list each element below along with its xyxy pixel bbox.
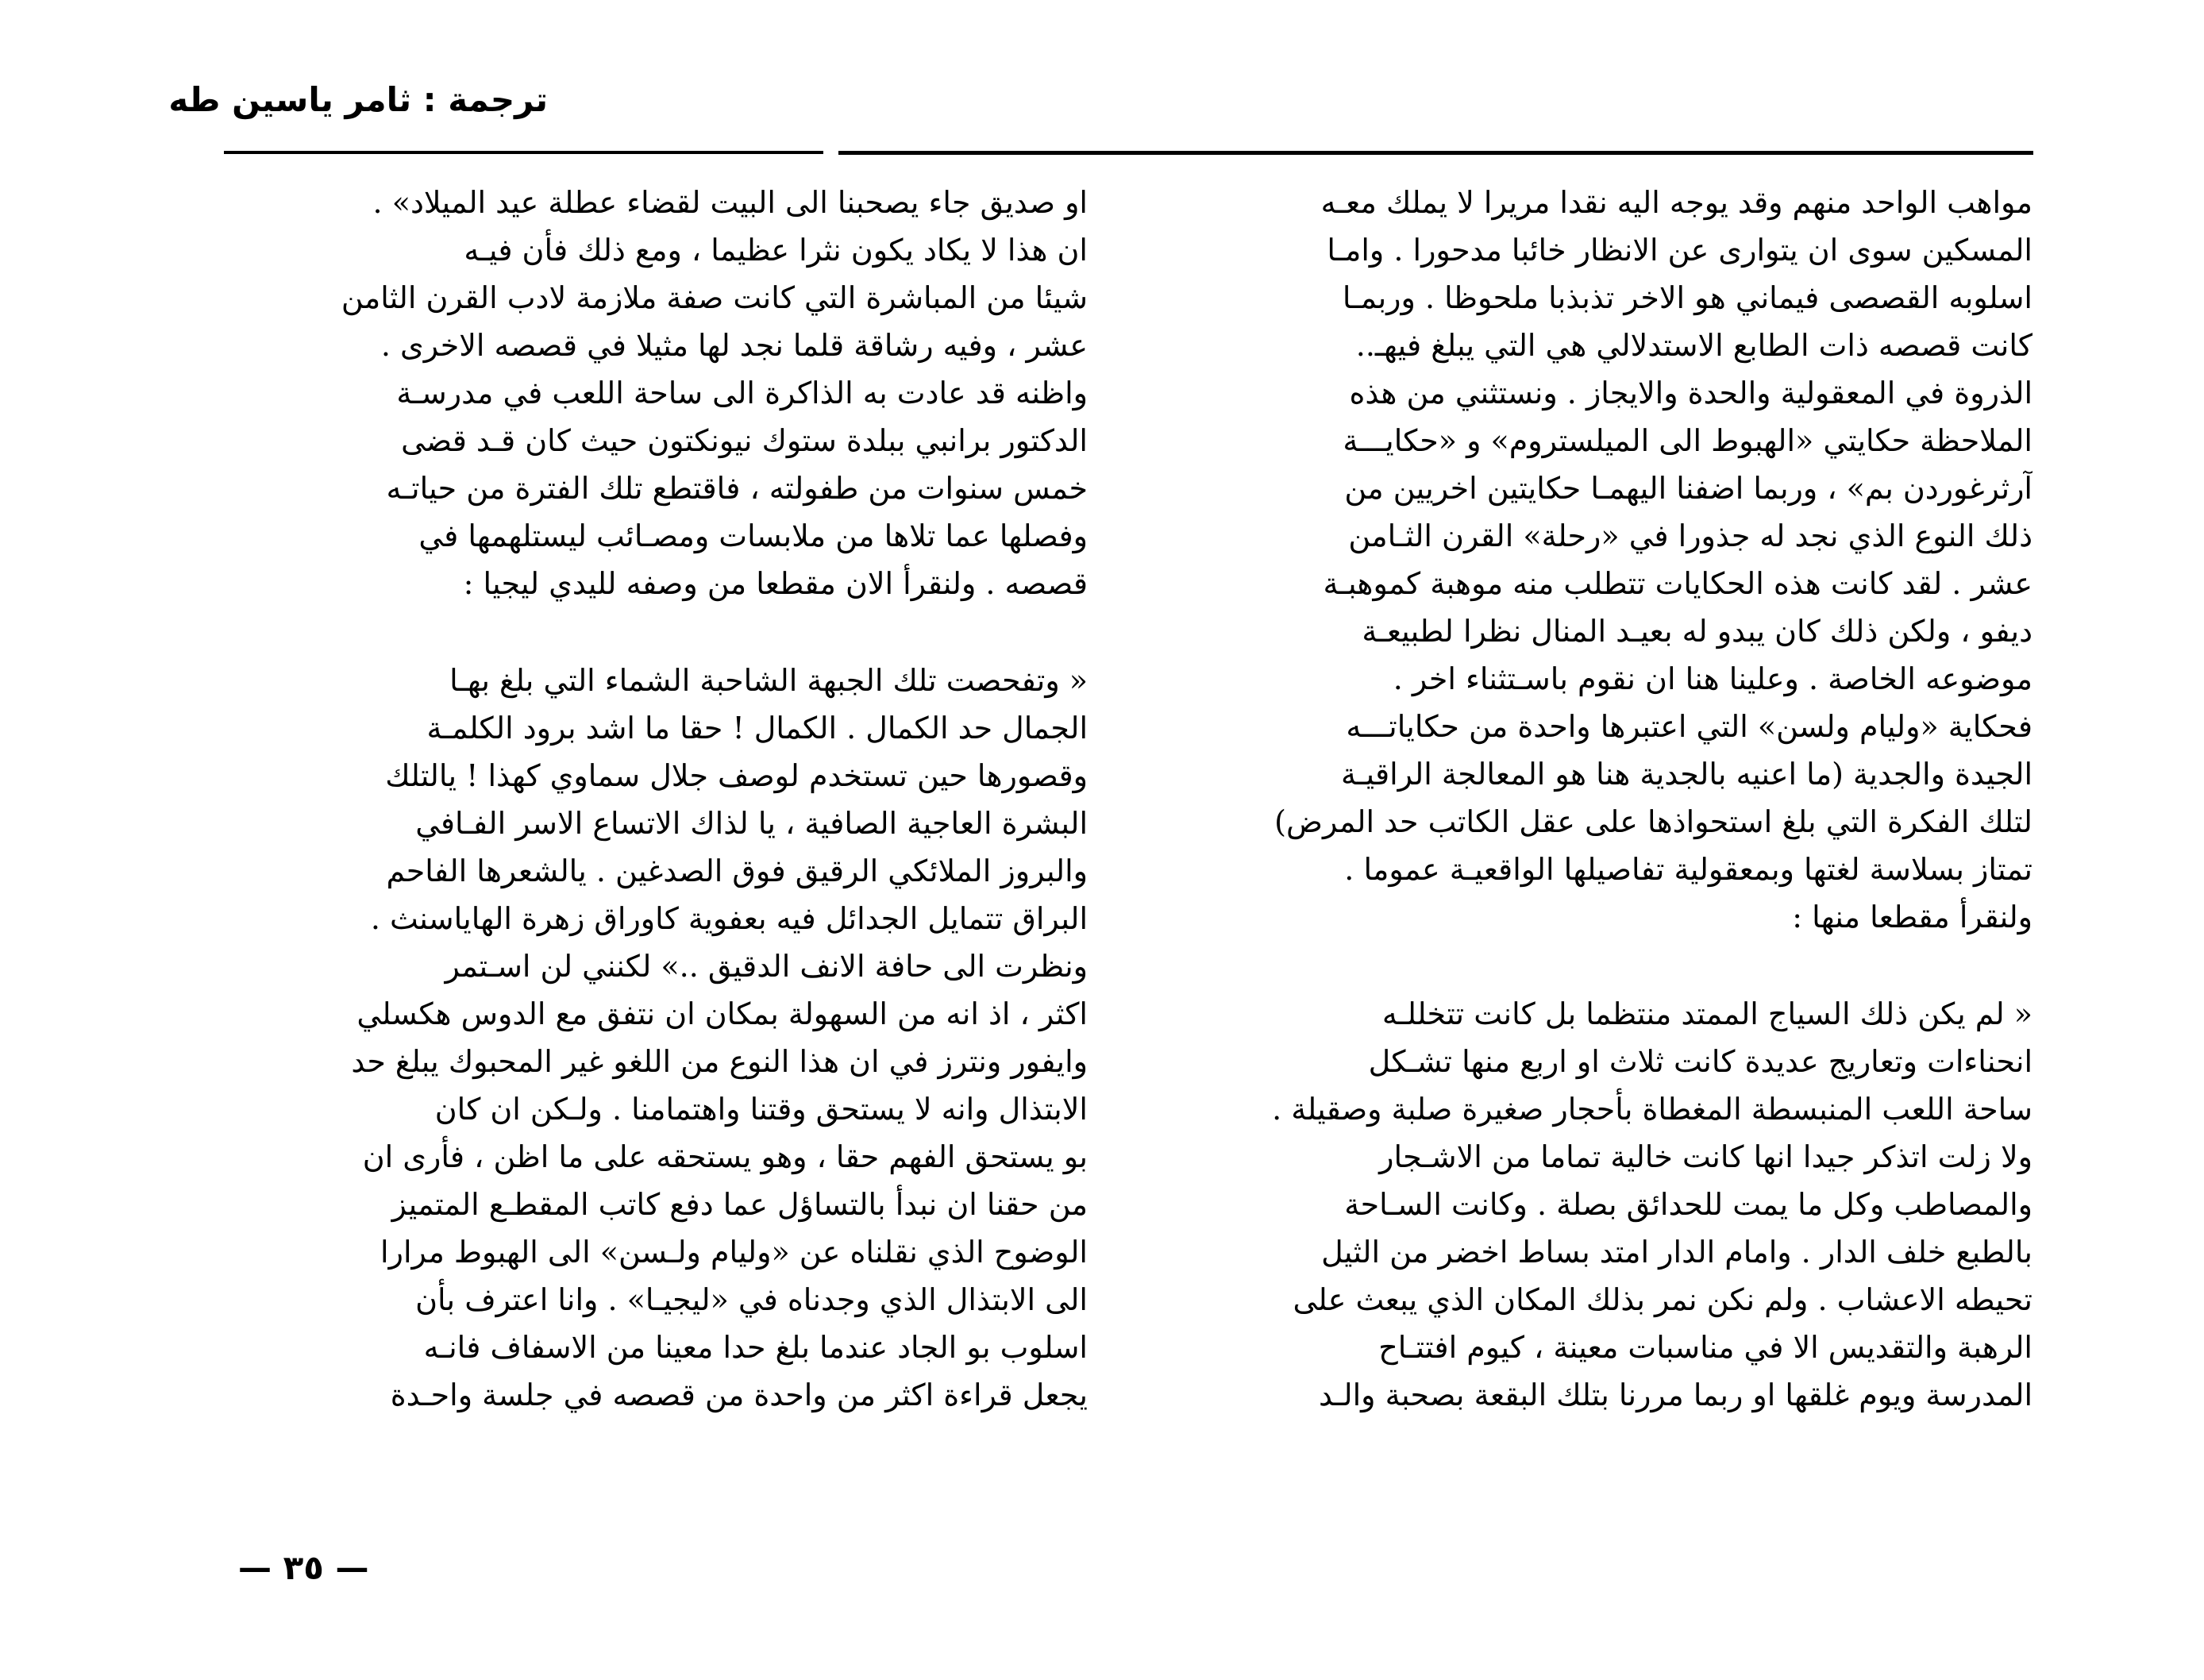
text-line: خمس سنوات من طفولته ، فاقتطع تلك الفترة من حياتـه — [386, 471, 1088, 506]
text-line: بالطبع خلف الدار . وامام الدار امتد بساط اخضر من الثيل — [1321, 1235, 2033, 1270]
text-line: ونظرت الى حافة الانف الدقيق ..» لكنني لن اسـتمر — [445, 949, 1088, 984]
text-line: ديفو ، ولكن ذلك كان يبدو له بعيـد المنال نظرا لطبيعـة — [1362, 614, 2033, 649]
text-line: ذلك النوع الذي نجد له جذورا في «رحلة» القرن الثـامن — [1348, 518, 2033, 553]
text-line: ان هذا لا يكاد يكون نثرا عظيما ، ومع ذلك فأن فيـه — [464, 233, 1088, 268]
text-line: الرهبة والتقديس الا في مناسبات معينة ، كيوم افتتـاح — [1378, 1330, 2033, 1365]
text-line: بو يستحق الفهم حقا ، وهو يستحقه على ما اظن ، فأرى ان — [362, 1139, 1088, 1174]
text-line: ساحة اللعب المنبسطة المغطاة بأحجار صغيرة صلبة وصقيلة . — [1272, 1092, 2033, 1127]
page-number: — ٣٥ — — [238, 1548, 369, 1587]
text-line: « وتفحصت تلك الجبهة الشاحبة الشماء التي بلغ بهـا — [449, 663, 1088, 698]
text-line: وفصلها عما تلاها من ملابسات ومصـائب ليستلهمها في — [418, 518, 1088, 553]
text-line: عشر ، وفيه رشاقة قلما نجد لها مثيلا في قصصه الاخرى . — [380, 328, 1088, 363]
text-line: الجمال حد الكمال . الكمال ! حقا ما اشد برود الكلمـة — [426, 711, 1088, 746]
text-line: والمصاطب وكل ما يمت للحدائق بصلة . وكانت السـاحة — [1344, 1187, 2033, 1222]
paragraph-gap — [222, 607, 1088, 657]
text-line: لتلك الفكرة التي بلغ استحواذها على عقل الكاتب حد المرض) — [1274, 804, 2033, 839]
text-line: الوضوح الذي نقلناه عن «وليام ولـسن» الى الهبوط مرارا — [380, 1235, 1088, 1270]
text-line: المدرسة ويوم غلقها او ربما مررنا بتلك البقعة بصحبة والـد — [1318, 1378, 2033, 1412]
text-line: وقصورها حين تستخدم لوصف جلال سماوي كهذا ! يالتلك — [385, 758, 1088, 793]
left-column — [222, 179, 1088, 1419]
text-line: تمتاز بسلاسة لغتها وبمعقولية تفاصيلها الواقعيـة عموما . — [1344, 852, 2033, 887]
header-rule-left — [224, 151, 823, 154]
text-line: الى الابتذال الذي وجدناه في «ليجيـا» . وانا اعترف بأن — [415, 1282, 1088, 1317]
text-line: ولنقرأ مقطعا منها : — [1792, 900, 2033, 934]
text-line: وايفور ونترز في ان هذا النوع من اللغو غير المحبوك يبلغ حد — [351, 1044, 1088, 1079]
text-line: اسلوبه القصصى فيماني هو الاخر تذبذبا ملحوظا . وربمـا — [1342, 280, 2033, 315]
text-line: اسلوب بو الجاد عندما بلغ حدا معينا من الاسفاف فانـه — [423, 1330, 1088, 1365]
text-line: فحكاية «وليام ولسن» التي اعتبرها واحدة من حكاياتـــه — [1346, 709, 2033, 744]
text-line: آرثرغوردن بم» ، وربما اضفنا اليهمـا حكايتين اخريين من — [1344, 471, 2033, 506]
page-header-title: ترجمة : ثامر ياسين طه — [168, 80, 548, 119]
text-line: المسكين سوى ان يتوارى عن الانظار خائبا مدحورا . وامـا — [1327, 233, 2033, 268]
header-rule-right — [838, 151, 2033, 155]
text-line: قصصه . ولنقرأ الان مقطعا من وصفه لليدي ليجيا : — [463, 566, 1088, 601]
text-line: الابتذال وانه لا يستحق وقتنا واهتمامنا . ولـكن ان كان — [434, 1092, 1088, 1127]
text-line: اكثر ، اذ انه من السهولة بمكان ان نتفق مع الدوس هكسلي — [356, 996, 1088, 1031]
text-line: البراق تتمايل الجدائل فيه بعفوية كاوراق زهرة الهاياسنث . — [370, 901, 1088, 936]
text-line: يجعل قراءة اكثر من واحدة من قصصه في جلسة واحـدة — [390, 1378, 1088, 1412]
text-line: « لم يكن ذلك السياج الممتد منتظما بل كانت تتخللـه — [1381, 996, 2033, 1031]
text-line: مواهب الواحد منهم وقد يوجه اليه نقدا مريرا لا يملك معـه — [1320, 185, 2033, 220]
text-line: كانت قصصه ذات الطابع الاستدلالي هي التي يبلغ فيهـ.. — [1355, 328, 2033, 363]
text-line: شيئا من المباشرة التي كانت صفة ملازمة لادب القرن الثامن — [341, 280, 1088, 315]
text-line: الملاحظة حكايتي «الهبوط الى الميلستروم» و «حكايـــة — [1343, 423, 2033, 458]
text-line: عشر . لقد كانت هذه الحكايات تتطلب منه موهبة كموهبـة — [1323, 566, 2033, 601]
text-line: الجيدة والجدية (ما اعنيه بالجدية هنا هو المعالجة الراقيـة — [1340, 757, 2033, 792]
text-line: انحناءات وتعاريج عديدة كانت ثلاث او اربع منها تشـكل — [1368, 1044, 2033, 1079]
paragraph-gap — [1167, 941, 2033, 990]
text-line: الدكتور برانبي ببلدة ستوك نيونكتون حيث كان قـد قضى — [401, 423, 1088, 458]
text-line: والبروز الملائكي الرقيق فوق الصدغين . يالشعرها الفاحم — [386, 853, 1088, 888]
text-line: واظنه قد عادت به الذاكرة الى ساحة اللعب في مدرسـة — [396, 376, 1088, 410]
text-line: ولا زلت اتذكر جيدا انها كانت خالية تماما من الاشـجار — [1379, 1139, 2033, 1174]
text-line: او صديق جاء يصحبنا الى البيت لقضاء عطلة عيد الميلاد» . — [372, 185, 1088, 220]
text-line: تحيطه الاعشاب . ولم نكن نمر بذلك المكان الذي يبعث على — [1293, 1282, 2033, 1317]
right-column — [1167, 179, 2033, 1419]
text-line: الذروة في المعقولية والحدة والايجاز . ونستثني من هذه — [1349, 376, 2033, 410]
text-line: البشرة العاجية الصافية ، يا لذاك الاتساع الاسر الفـافي — [415, 806, 1088, 841]
text-line: من حقنا ان نبدأ بالتساؤل عما دفع كاتب المقطـع المتميز — [391, 1187, 1088, 1222]
text-line: موضوعه الخاصة . وعلينا هنا ان نقوم باسـتثناء اخر . — [1393, 661, 2033, 696]
